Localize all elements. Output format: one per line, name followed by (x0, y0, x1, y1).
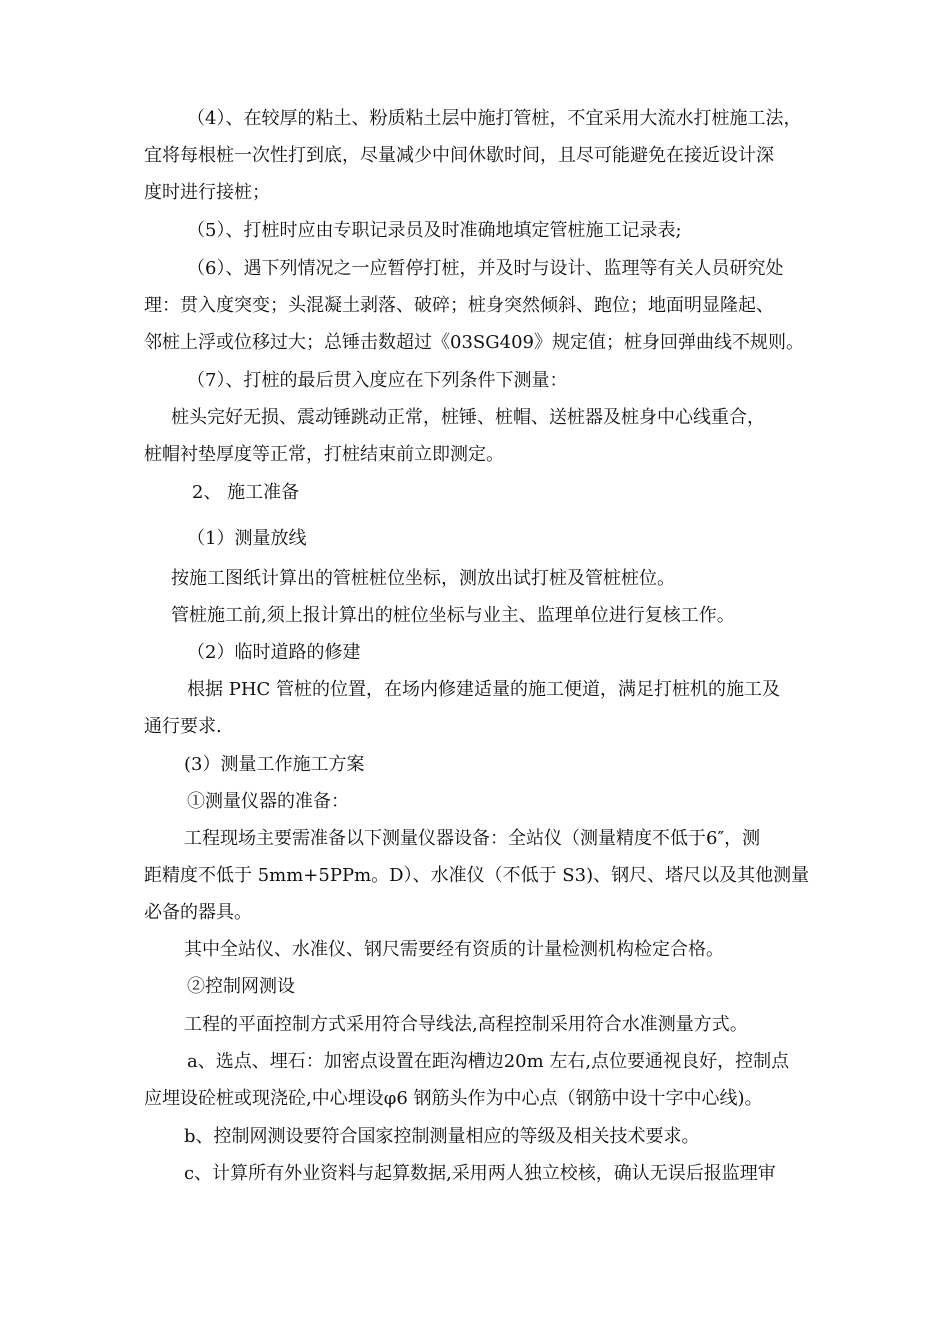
paragraph-line: 度时进行接桩； (144, 182, 270, 203)
paragraph-line: b、控制网测设要符合国家控制测量相应的等级及相关技术要求。 (184, 1126, 700, 1147)
paragraph-line: （5）、打桩时应由专职记录员及时准确地填定管桩施工记录表; (187, 220, 682, 241)
subsection-heading: (3）测量工作施工方案 (184, 754, 365, 775)
paragraph-line: 通行要求. (144, 716, 222, 737)
section-heading: 2、 施工准备 (192, 482, 300, 503)
subsection-heading: ①测量仪器的准备： (187, 791, 349, 812)
paragraph-line: 管桩施工前,须上报计算出的桩位坐标与业主、监理单位进行复核工作。 (171, 605, 735, 626)
paragraph-line: 按施工图纸计算出的管桩桩位坐标，测放出试打桩及管桩桩位。 (171, 568, 675, 589)
paragraph-line: c、计算所有外业资料与起算数据,采用两人独立校核，确认无误后报监理审 (184, 1163, 776, 1184)
paragraph-line: （7）、打桩的最后贯入度应在下列条件下测量： (187, 370, 568, 391)
paragraph-line: 必备的器具。 (144, 902, 252, 923)
paragraph-line: （6）、遇下列情况之一应暂停打桩，并及时与设计、监理等有关人员研究处 (187, 258, 784, 279)
paragraph-line: 应埋设砼桩或现浇砼,中心埋设φ6 钢筋头作为中心点（钢筋中设十字中心线)。 (144, 1088, 763, 1109)
paragraph-line: 理：贯入度突变；头混凝土剥落、破碎；桩身突然倾斜、跑位；地面明显隆起、 (144, 295, 774, 316)
subsection-heading: （1）测量放线 (187, 528, 307, 549)
subsection-heading: （2）临时道路的修建 (187, 642, 361, 663)
paragraph-line: 工程的平面控制方式采用符合导线法,高程控制采用符合水准测量方式。 (184, 1014, 748, 1035)
paragraph-line: 其中全站仪、水准仪、钢尺需要经有资质的计量检测机构检定合格。 (184, 939, 724, 960)
paragraph-line: 桩帽衬垫厚度等正常，打桩结束前立即测定。 (144, 444, 504, 465)
paragraph-line: （4）、在较厚的粘土、粉质粘土层中施打管桩，不宜采用大流水打桩施工法， (187, 108, 802, 129)
paragraph-line: 邻桩上浮或位移过大；总锤击数超过《03SG409》规定值；桩身回弹曲线不规则。 (144, 332, 804, 353)
paragraph-line: a、选点、埋石：加密点设置在距沟槽边20m 左右,点位要通视良好，控制点 (187, 1051, 790, 1072)
subsection-heading: ②控制网测设 (187, 976, 295, 997)
paragraph-line: 距精度不低于 5mm+5PPm。D）、水准仪（不低于 S3)、钢尺、塔尺以及其他测量 (144, 865, 810, 886)
paragraph-line: 桩头完好无损、震动锤跳动正常，桩锤、桩帽、送桩器及桩身中心线重合， (171, 407, 765, 428)
paragraph-line: 宜将每根桩一次性打到底，尽量减少中间休歇时间，且尽可能避免在接近设计深 (144, 145, 774, 166)
paragraph-line: 工程现场主要需准备以下测量仪器设备：全站仪（测量精度不低于6″，测 (184, 828, 761, 849)
paragraph-line: 根据 PHC 管桩的位置，在场内修建适量的施工便道，满足打桩机的施工及 (187, 679, 781, 700)
